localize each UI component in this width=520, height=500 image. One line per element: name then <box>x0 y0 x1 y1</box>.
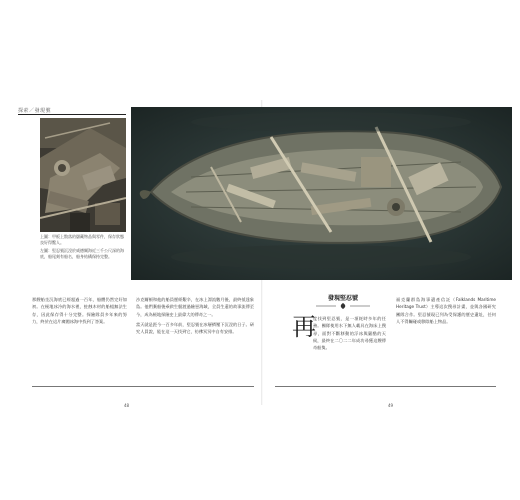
body-column-1: 那艘船坐沉海底已經超過一百年，船體仍然完好如初。在極地冰冷的海水裡，蛀蝕木材的船蛆無法生存，因此保存得十分完整。探險隊員多年來的努力，終於在這片廣闊冰海中找到了答案。 <box>32 297 127 324</box>
bottom-rule-left <box>32 386 254 387</box>
inset-photo-deck-debris <box>40 118 126 232</box>
shipwreck-graphic <box>131 107 512 280</box>
body-paragraph-2b: 當天就是距今一百多年前，堅忍號在冰層擠壓下沉沒的日子。研究人員說，能在這一天找到它，彷彿冥冥中自有安排。 <box>136 321 254 335</box>
page-number-left: 48 <box>124 403 130 408</box>
body-column-4: 福克蘭群島海事遺產信託（Falklands Maritime Heritage Trust）主導這次搜尋計畫，並與各國研究團隊合作。堅忍號現已列為受保護的歷史遺址，任何人不得觸碰或移除船上物品。 <box>396 297 496 324</box>
main-photo-shipwreck <box>131 107 512 280</box>
drop-cap: 再 <box>292 313 316 341</box>
caption-left: 左圖：堅忍號沉沒於威德爾海近三千公尺深的海底，船尾刻有船名，船身結構保持完整。 <box>40 248 124 259</box>
page-number-right: 49 <box>388 403 394 408</box>
caption-top: 上圖：甲板上散落的儲藏物品與零件，保存狀態良好得驚人。 <box>40 234 124 245</box>
ornament-divider-icon <box>312 302 374 310</box>
body-column-2 <box>136 296 254 335</box>
inset-photo-graphic <box>40 118 126 232</box>
section-tag: 探索／發現號 <box>18 108 52 114</box>
bottom-rule-right <box>275 386 496 387</box>
section-headline: 發現堅忍號 <box>327 295 358 302</box>
top-rule-left <box>18 114 126 115</box>
body-column-3: 度找到堅忍號，是一項耗時多年的任務。團隊使用水下無人載具在海床上搜尋，面對不斷移動的浮冰與嚴酷的天候，最終在二〇二二年成功尋獲這艘傳奇船隻。 <box>313 316 386 351</box>
inset-caption <box>40 234 126 262</box>
body-paragraph-2a: 沙克爾頓和他的船員歷經艱辛，在冰上漂流數月後，最終抵達象島。他們棄船後乘救生艇渡過險惡海域，全員生還的故事流傳至今，成為極地探險史上最偉大的傳奇之一。 <box>136 297 254 317</box>
